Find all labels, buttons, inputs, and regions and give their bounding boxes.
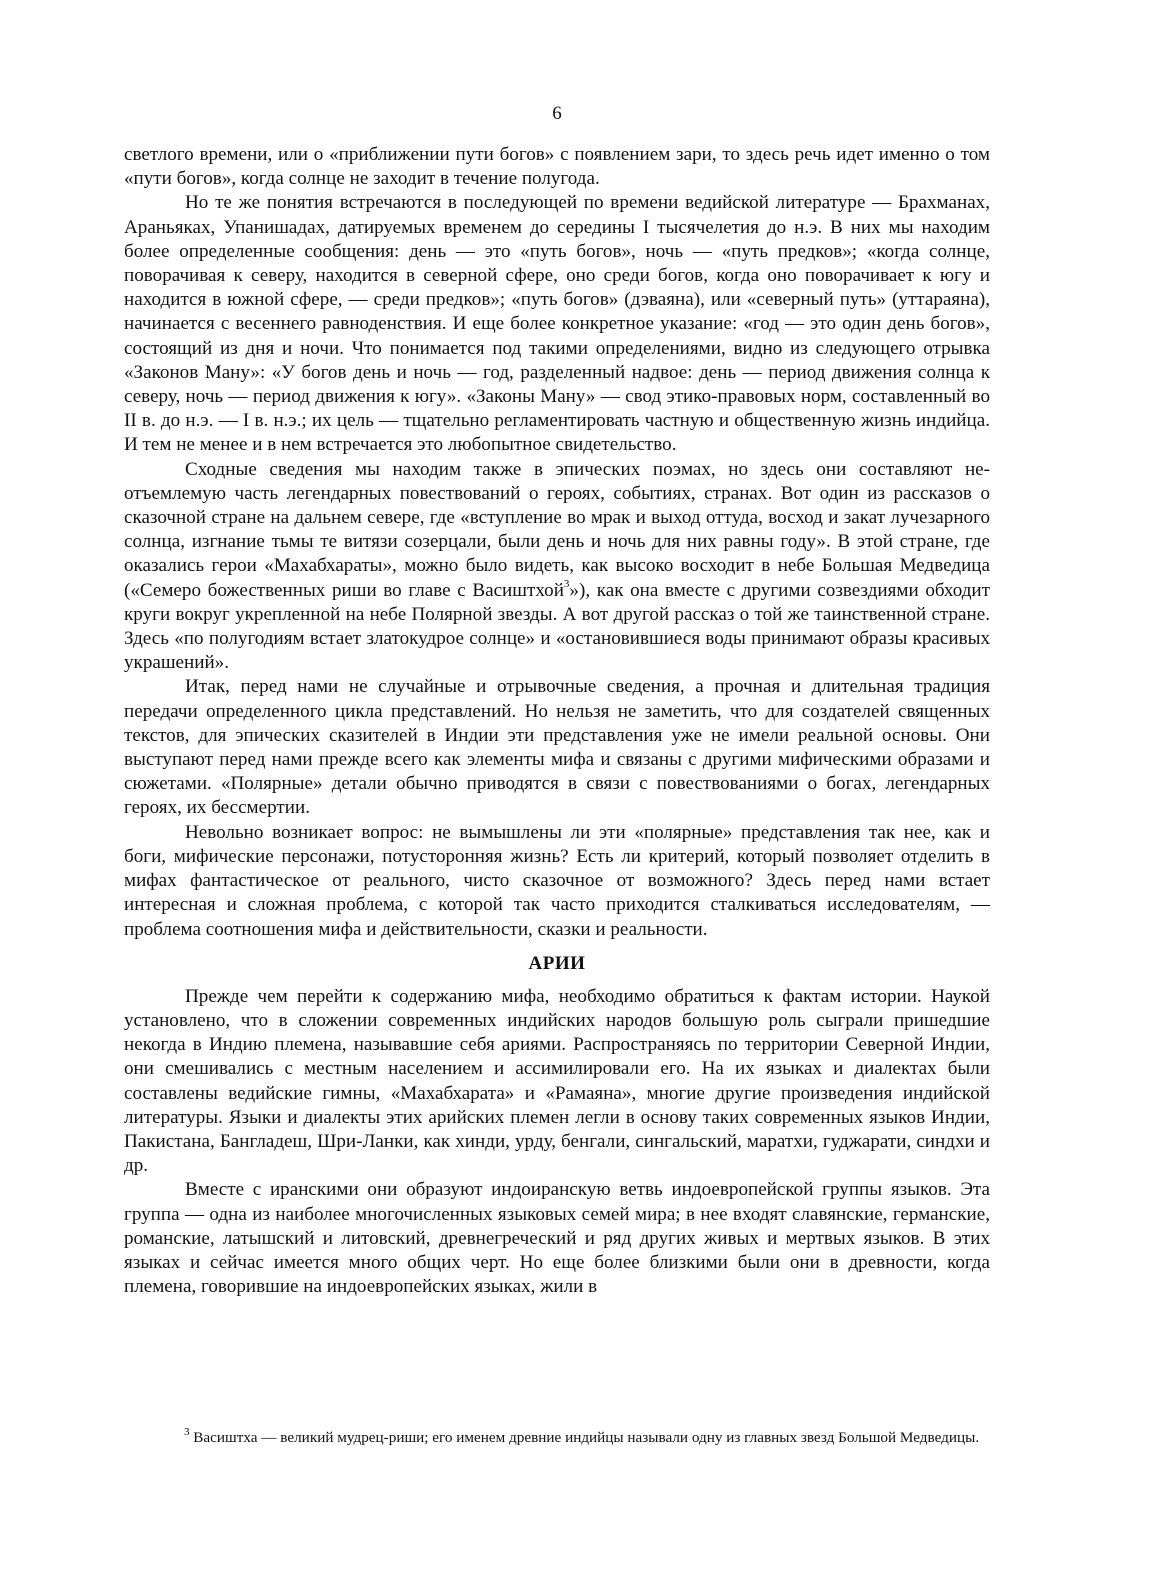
paragraph-text: Сходные сведения мы находим также в эпических поэмах, но здесь они составляют неотъемлемую часть легендарных повествований о героях, событиях, странах. Вот один из рассказов о сказочной стране на дальнем севере, где «вступление во мрак и выход оттуда, восход и закат лучезарного солнца, изгнание тьмы те витязи созерцали, были день и ночь для них равны году». В этой стране, где оказались герои «Махабхараты», можно было видеть, как высоко восходит в небе Большая Медведица («Семеро божественных риши во главе с Васиштхой	[124, 458, 990, 601]
paragraph: Итак, перед нами не случайные и отрывочные сведения, а прочная и длительная традиция передачи определенного цикла представлений. Но нельзя не заметить, что для создателей священных текстов, для эпических сказителей в Индии эти представления уже не имели реальной основы. Они выступают перед нами прежде всего как элементы мифа и связаны с другими мифическими образами и сюжетами. «Полярные» детали обычно приводятся в связи с повествованиями о богах, легендарных героях, их бессмертии.	[124, 676, 990, 819]
footnote	[124, 1425, 990, 1448]
paragraph: Но те же понятия встречаются в последующей по времени ведийской литературе — Брахманах, Араньяках, Упанишадах, датируемых временем до середины I тысячелетия до н.э. В них мы находим более определенные сообщения: день — это «путь богов», ночь — «путь предков»; «когда солнце, поворачивая к северу, находится в северной сфере, оно среди богов, когда оно поворачивает к югу и находится в южной сфере, — среди предков»; «путь богов» (дэваяна), или «северный путь» (уттараяна), начинается с весеннего равноденствия. И еще более конкретное указание: «год — это один день богов», состоящий из дня и ночи. Что понимается под такими определениями, видно из следующего отрывка «Законов Ману»: «У богов день и ночь — год, разделенный надвое: день — период движения солнца к северу, ночь — период движения к югу». «Законы Ману» — свод этико-правовых норм, составленный во II в. до н.э. — I в. н.э.; их цель — тщательно регламентировать частную и общественную жизнь индийца. И тем не менее и в нем встречается это любопытное свидетельство.	[124, 192, 990, 456]
body-text	[124, 143, 990, 1299]
document-page	[124, 0, 990, 1588]
paragraph	[124, 458, 990, 676]
paragraph: Вместе с иранскими они образуют индоиранскую ветвь индоевропейской группы языков. Эта группа — одна из наиболее многочисленных языковых семей мира; в нее входят славянские, германские, романские, латышский и литовский, древнегреческий и ряд других живых и мертвых языков. В этих языках и сейчас имеется много общих черт. Но еще более близкими были они в древности, когда племена, говорившие на индоевропейских языках, жили в	[124, 1179, 990, 1298]
paragraph-text: »), как она вместе с другими созвездиями обходит круги вокруг укрепленной на небе Полярной звезды. А вот другой рассказ о той же таинственной стране. Здесь «по полугодиям встает златокудрое солнце» и «остановившиеся воды принимают образы красивых украшений».	[124, 579, 990, 674]
footnote-reference[interactable]: 3	[563, 578, 570, 591]
footnote-mark: 3	[184, 1425, 190, 1438]
section-heading: АРИИ	[528, 952, 586, 974]
footnote-text: Васиштха — великий мудрец-риши; его именем древние индийцы называли одну из главных звезд Большой Медведицы.	[189, 1429, 980, 1446]
page-number: 6	[552, 103, 562, 124]
paragraph: светлого времени, или о «приближении пути богов» с появлением зари, то здесь речь идет именно о том «пути богов», когда солнце не заходит в течение полугода.	[124, 144, 990, 190]
paragraph: Невольно возникает вопрос: не вымышлены ли эти «полярные» представления так нее, как и боги, мифические персонажи, потусторонняя жизнь? Есть ли критерий, который позволяет отделить в мифах фантастическое от реального, чисто сказочное от возможного? Здесь перед нами встает интересная и сложная проблема, с которой так часто приходится сталкиваться исследователям, — проблема соотношения мифа и действительности, сказки и реальности.	[124, 821, 990, 940]
paragraph: Прежде чем перейти к содержанию мифа, необходимо обратиться к фактам истории. Наукой установлено, что в сложении современных индийских народов большую роль сыграли пришедшие некогда в Индию племена, называвшие себя ариями. Распространяясь по территории Северной Индии, они смешивались с местным населением и ассимилировали его. На их языках и диалектах были составлены ведийские гимны, «Махабхарата» и «Рамаяна», многие другие произведения индийской литературы. Языки и диалекты этих арийских племен легли в основу таких современных языков Индии, Пакистана, Бангладеш, Шри-Ланки, как хинди, урду, бенгали, сингальский, маратхи, гуджарати, синдхи и др.	[124, 985, 990, 1177]
